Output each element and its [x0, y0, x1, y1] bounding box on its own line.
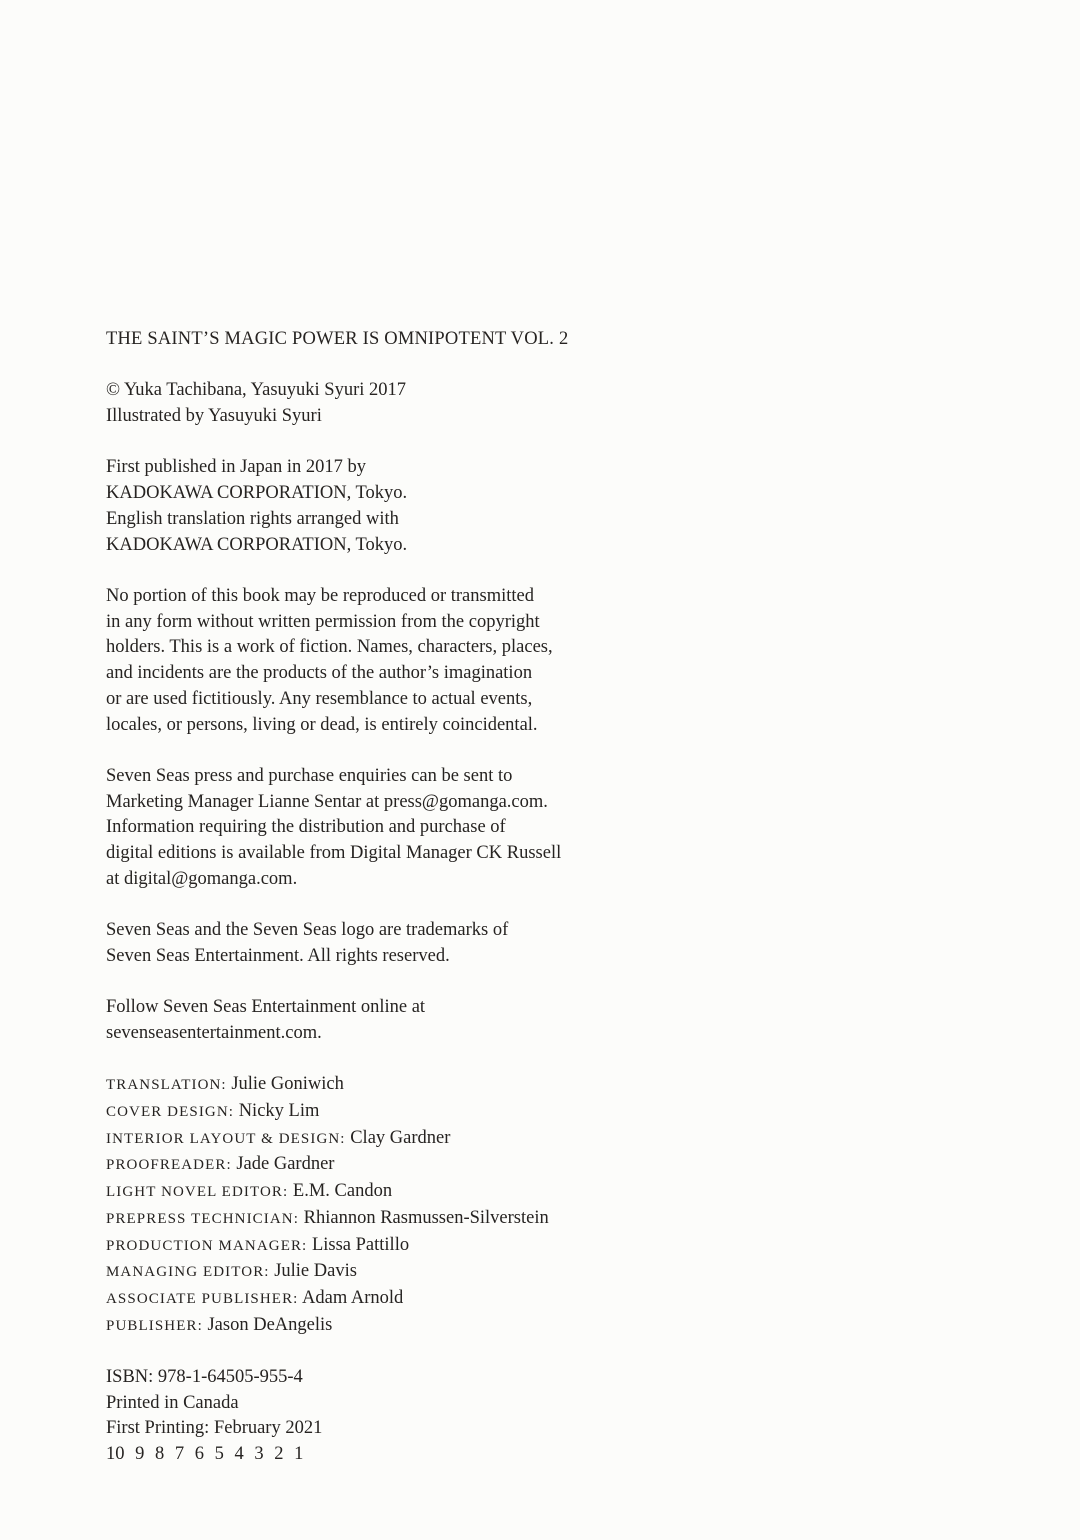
follow-paragraph: [106, 995, 726, 1046]
credit-name: Julie Davis: [269, 1261, 357, 1282]
credit-role-label: COVER DESIGN:: [106, 1103, 235, 1120]
credit-line: [106, 1259, 726, 1286]
credit-line: [106, 1313, 726, 1340]
copyright-paragraph: [106, 378, 726, 429]
text-line: Information requiring the distribution and purchase of: [106, 817, 506, 838]
credit-name: Adam Arnold: [298, 1287, 404, 1308]
credit-role-label: MANAGING EDITOR:: [106, 1264, 270, 1281]
credit-line: [106, 1152, 726, 1179]
text-line: © Yuka Tachibana, Yasuyuki Syuri 2017: [106, 380, 407, 401]
credit-line: [106, 1179, 726, 1206]
credit-role-label: PRODUCTION MANAGER:: [106, 1237, 308, 1254]
isbn-line: ISBN: 978-1-64505-955-4: [106, 1367, 303, 1387]
credit-name: Jason DeAngelis: [202, 1314, 333, 1335]
text-line: Illustrated by Yasuyuki Syuri: [106, 406, 322, 427]
text-line: Marketing Manager Lianne Sentar at press@gomanga.com.: [106, 791, 548, 812]
print-run-numbers: 10 9 8 7 6 5 4 3 2 1: [106, 1444, 304, 1465]
publication-paragraph: [106, 455, 726, 558]
trademark-paragraph: [106, 918, 726, 969]
credit-role-label: TRANSLATION:: [106, 1077, 227, 1094]
credit-role-label: LIGHT NOVEL EDITOR:: [106, 1184, 289, 1201]
credits-list: [106, 1072, 726, 1339]
text-line: KADOKAWA CORPORATION, Tokyo.: [106, 534, 408, 555]
text-line: and incidents are the products of the author’s imagination: [106, 663, 533, 684]
credit-name: Julie Goniwich: [226, 1074, 344, 1095]
colophon-content: [106, 327, 726, 1468]
credit-line: [106, 1126, 726, 1153]
credit-role-label: PUBLISHER:: [106, 1317, 203, 1334]
printed-in-line: Printed in Canada: [106, 1392, 239, 1413]
text-line: Seven Seas Entertainment. All rights reserved.: [106, 945, 450, 966]
text-line: locales, or persons, living or dead, is entirely coincidental.: [106, 714, 538, 735]
credit-line: [106, 1233, 726, 1260]
credit-name: Jade Gardner: [231, 1154, 335, 1175]
imprint-block: [106, 1365, 726, 1468]
text-line: or are used fictitiously. Any resemblance to actual events,: [106, 688, 533, 709]
credit-name: Lissa Pattillo: [307, 1234, 410, 1255]
text-line: KADOKAWA CORPORATION, Tokyo.: [106, 483, 408, 504]
credit-line: [106, 1099, 726, 1126]
credit-role-label: PREPRESS TECHNICIAN:: [106, 1210, 300, 1227]
text-line: sevenseasentertainment.com.: [106, 1022, 322, 1043]
credit-role-label: INTERIOR LAYOUT & DESIGN:: [106, 1130, 346, 1147]
legal-paragraph: [106, 584, 726, 738]
text-line: Seven Seas press and purchase enquiries can be sent to: [106, 765, 513, 786]
text-line: Seven Seas and the Seven Seas logo are trademarks of: [106, 920, 509, 941]
credit-line: [106, 1286, 726, 1313]
book-title: THE SAINT’S MAGIC POWER IS OMNIPOTENT VOL. 2: [106, 329, 569, 349]
credit-name: E.M. Candon: [288, 1181, 393, 1202]
first-printing-line: First Printing: February 2021: [106, 1418, 323, 1439]
credit-role-label: PROOFREADER:: [106, 1157, 232, 1174]
credit-line: [106, 1206, 726, 1233]
credit-line: [106, 1072, 726, 1099]
text-line: No portion of this book may be reproduced or transmitted: [106, 585, 534, 606]
credit-role-label: ASSOCIATE PUBLISHER:: [106, 1290, 299, 1307]
text-line: holders. This is a work of fiction. Names, characters, places,: [106, 637, 553, 658]
credit-name: Nicky Lim: [234, 1100, 320, 1121]
text-line: at digital@gomanga.com.: [106, 868, 298, 889]
text-line: English translation rights arranged with: [106, 508, 399, 529]
text-line: digital editions is available from Digital Manager CK Russell: [106, 843, 562, 863]
enquiries-paragraph: [106, 764, 726, 893]
credit-name: Clay Gardner: [345, 1127, 451, 1148]
credit-name: Rhiannon Rasmussen-Silverstein: [299, 1207, 549, 1228]
title-block: [106, 327, 726, 353]
text-line: Follow Seven Seas Entertainment online at: [106, 997, 426, 1018]
text-line: First published in Japan in 2017 by: [106, 457, 367, 478]
text-line: in any form without written permission from the copyright: [106, 611, 540, 632]
